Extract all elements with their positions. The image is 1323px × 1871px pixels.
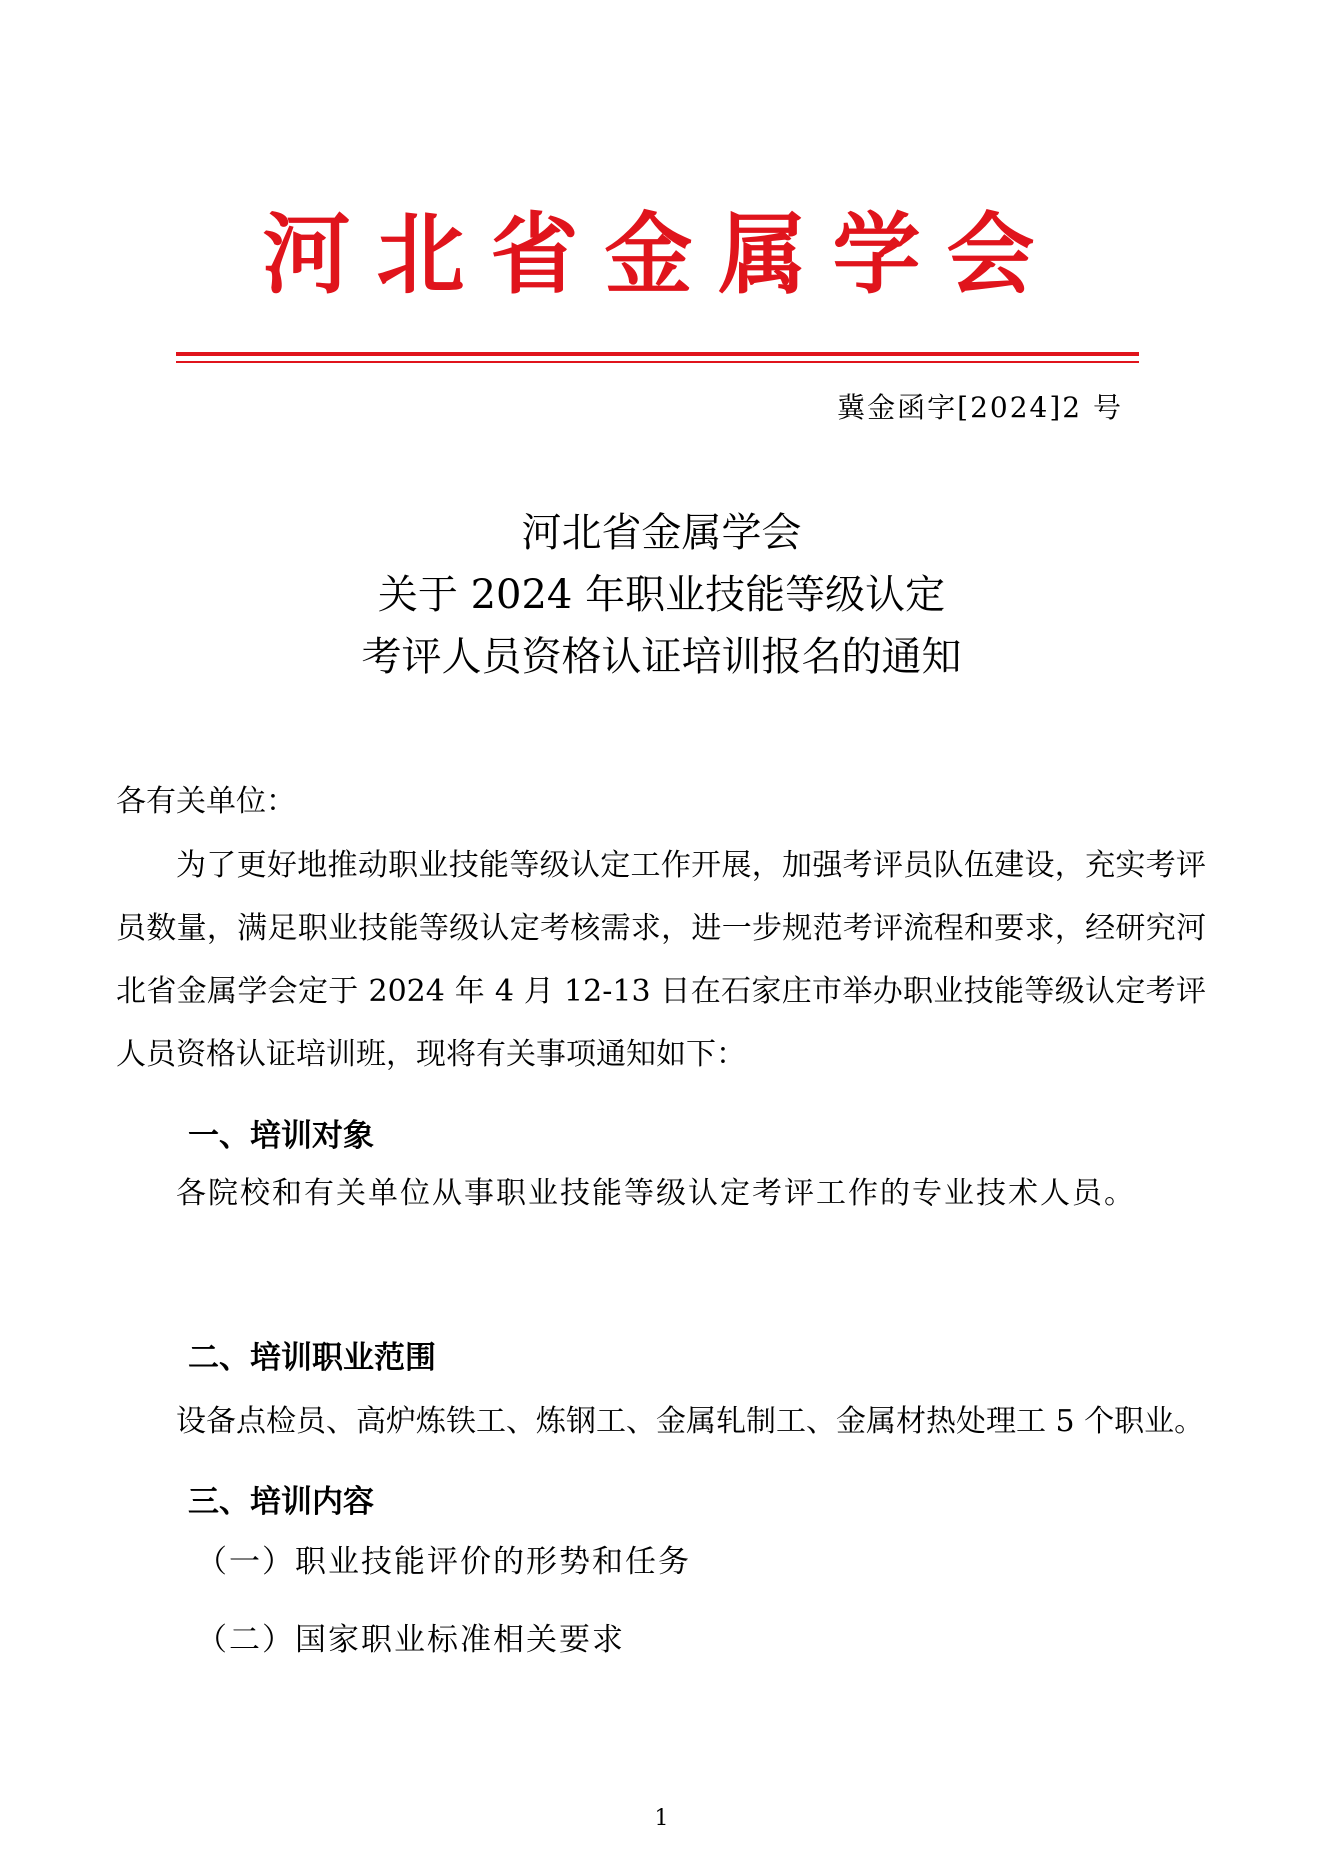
notice-title: [0, 502, 1323, 688]
letterhead-rule-thin: [176, 361, 1139, 363]
notice-title-line-3: 考评人员资格认证培训报名的通知: [361, 634, 962, 680]
document-number: 冀金函字[2024]2 号: [837, 391, 1123, 424]
intro-paragraph: 为了更好地推动职业技能等级认定工作开展，加强考评员队伍建设，充实考评员数量，满足职业技能等级认定考核需求，进一步规范考评流程和要求，经研究河北省金属学会定于 2024 年 4 月 12-13 日在石家庄市举办职业技能等级认定考评人员资格认证培训班，现将有关事项通知如下：: [116, 848, 1206, 1072]
letterhead-rule-thick: [176, 352, 1139, 356]
training-content-item: （一）职业技能评价的形势和任务: [196, 1544, 691, 1580]
section-heading-training-targets: 一、培训对象: [188, 1118, 374, 1154]
notice-title-line-2: 关于 2024 年职业技能等级认定: [377, 572, 946, 618]
training-content-item: （二）国家职业标准相关要求: [196, 1622, 625, 1658]
salutation: 各有关单位：: [116, 784, 296, 819]
section-text-training-targets: 各院校和有关单位从事职业技能等级认定考评工作的专业技术人员。: [176, 1176, 1136, 1211]
section-heading-occupation-scope: 二、培训职业范围: [188, 1340, 436, 1376]
page-number: 1: [654, 1806, 669, 1831]
letterhead-org-name: 河北省金属学会: [262, 203, 1061, 306]
section-text-occupation-scope: 设备点检员、高炉炼铁工、炼钢工、金属轧制工、金属材热处理工 5 个职业。: [176, 1404, 1205, 1439]
notice-title-line-1: 河北省金属学会: [521, 510, 802, 556]
section-heading-training-content: 三、培训内容: [188, 1484, 374, 1520]
